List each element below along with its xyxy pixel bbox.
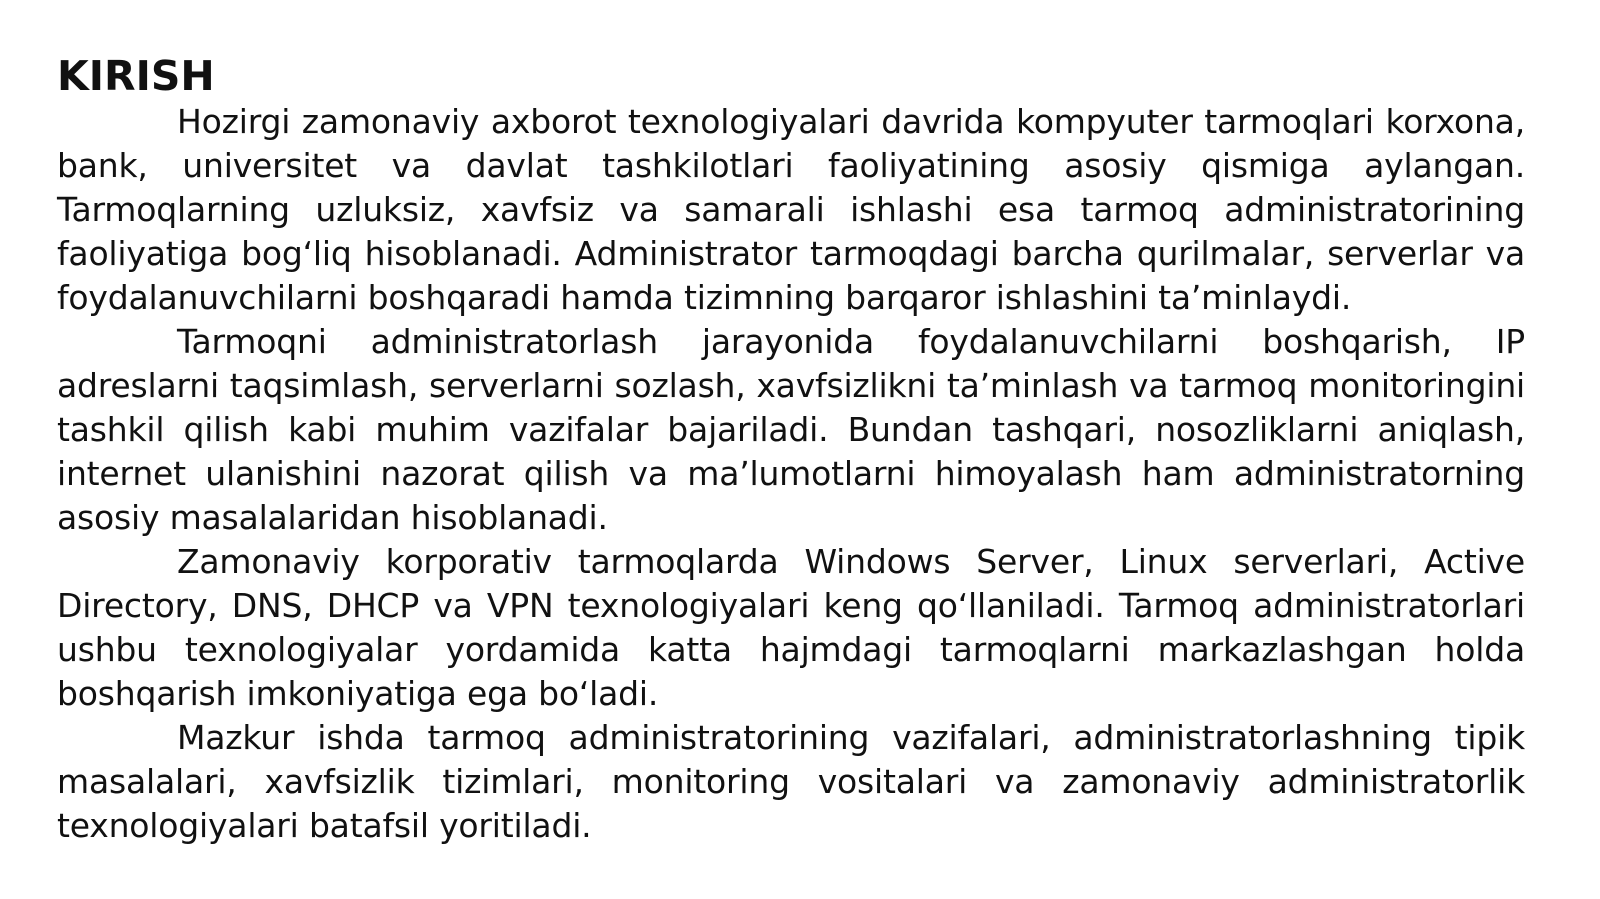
paragraph-2: Tarmoqni administratorlash jarayonida foydalanuvchilarni boshqarish, IP adreslarni taqsimlash, serverlarni sozlash, xavfsizlikni ta’minlash va tarmoq monitoringini tashkil qilish kabi muhim vazifalar bajariladi. Bundan tashqari, nosozliklarni aniqlash, internet ulanishini nazorat qilish va ma’lumotlarni himoyalash ham administratorning asosiy masalalaridan hisoblanadi. [57,322,1525,537]
paragraph-4: Mazkur ishda tarmoq administratorining vazifalari, administratorlashning tipik masalalari, xavfsizlik tizimlari, monitoring vositalari va zamonaviy administratorlik texnologiyalari batafsil yoritiladi. [57,718,1525,845]
paragraph-1: Hozirgi zamonaviy axborot texnologiyalari davrida kompyuter tarmoqlari korxona, bank, universitet va davlat tashkilotlari faoliyatining asosiy qismiga aylangan. Tarmoqlarning uzluksiz, xavfsiz va samarali ishlashi esa tarmoq administratorining faoliyatiga bog‘liq hisoblanadi. Administrator tarmoqdagi barcha qurilmalar, serverlar va foydalanuvchilarni boshqaradi hamda tizimning barqaror ishlashini ta’minlaydi. [57,102,1525,317]
section-heading: KIRISH [57,52,215,100]
document-page [57,52,1525,848]
paragraph-3: Zamonaviy korporativ tarmoqlarda Windows Server, Linux serverlari, Active Directory, DNS, DHCP va VPN texnologiyalari keng qo‘llaniladi. Tarmoq administratorlari ushbu texnologiyalar yordamida katta hajmdagi tarmoqlarni markazlashgan holda boshqarish imkoniyatiga ega bo‘ladi. [57,542,1525,713]
